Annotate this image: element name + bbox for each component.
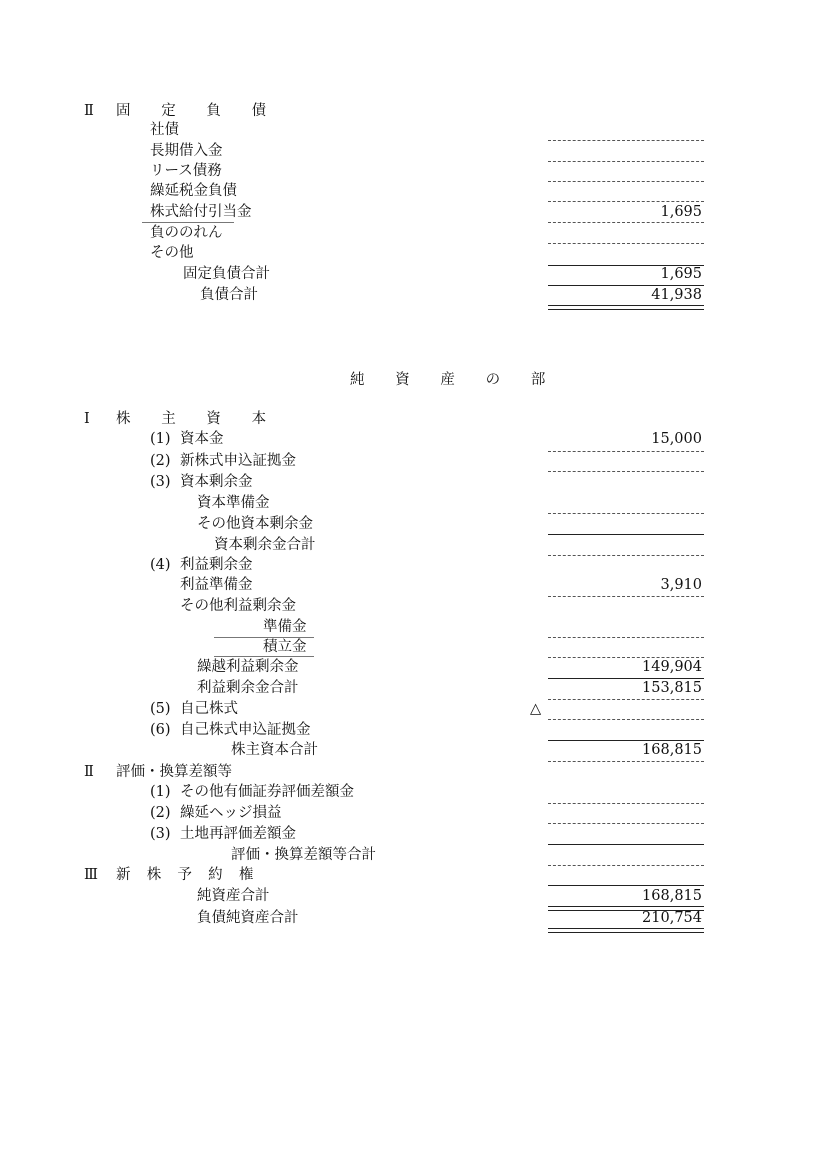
- value-legal-reserve: 3,910: [660, 577, 702, 593]
- section-number: Ⅲ: [84, 867, 98, 883]
- item-carried-forward: 繰越利益剰余金: [197, 659, 299, 675]
- item-legal-reserve: 利益準備金: [180, 577, 253, 593]
- value-stock-benefit-provision: 1,695: [660, 204, 702, 220]
- item-negative-goodwill: 負ののれん: [150, 225, 223, 241]
- item-capital-stock: 資本金: [180, 431, 224, 447]
- fixed-liabilities-total-label: 固定負債合計: [183, 266, 270, 282]
- amount-line: [548, 637, 704, 638]
- amount-line: [548, 719, 704, 720]
- section-heading-shareholders-equity: 株 主 資 本: [116, 411, 280, 427]
- grand-total-value: 210,754: [642, 910, 702, 926]
- item-other-retained-earnings: その他利益剰余金: [180, 598, 296, 614]
- item-securities-valuation: その他有価証券評価差額金: [180, 784, 354, 800]
- item-capital-surplus: 資本剰余金: [180, 474, 253, 490]
- double-rule: [548, 928, 704, 933]
- item-number: (3): [150, 826, 171, 842]
- negative-mark-triangle: △: [530, 701, 542, 717]
- net-assets-section-title: 純 資 産 の 部: [350, 372, 559, 388]
- amount-line: [548, 243, 704, 244]
- amount-line: [548, 451, 704, 452]
- section-number: Ⅰ: [84, 411, 90, 427]
- amount-line: [548, 555, 704, 556]
- item-number: (5): [150, 701, 171, 717]
- item-number: (1): [150, 431, 171, 447]
- item-capital-reserve: 資本準備金: [197, 495, 270, 511]
- item-other-capital-surplus: その他資本剰余金: [197, 516, 313, 532]
- item-new-shares-deposit: 新株式申込証拠金: [180, 453, 296, 469]
- item-deferred-hedge: 繰延ヘッジ損益: [180, 805, 282, 821]
- item-land-revaluation: 土地再評価差額金: [180, 826, 296, 842]
- amount-line: [548, 803, 704, 804]
- item-deferred-tax-liabilities: 繰延税金負債: [150, 183, 237, 199]
- item-number: (1): [150, 784, 171, 800]
- item-bonds: 社債: [150, 122, 179, 138]
- section-number: Ⅱ: [84, 103, 94, 119]
- double-rule: [548, 305, 704, 310]
- liabilities-total-label: 負債合計: [200, 287, 258, 303]
- amount-line: [548, 823, 704, 824]
- section-heading-warrants: 新 株 予 約 権: [116, 867, 260, 883]
- amount-line: [548, 222, 704, 223]
- subtotal-rule: [548, 844, 704, 845]
- value-carried-forward: 149,904: [642, 659, 702, 675]
- grand-total-label: 負債純資産合計: [197, 910, 299, 926]
- item-retained-earnings: 利益剰余金: [180, 557, 253, 573]
- item-number: (4): [150, 557, 171, 573]
- section-heading-valuation: 評価・換算差額等: [116, 764, 232, 780]
- item-long-term-loans: 長期借入金: [150, 143, 223, 159]
- amount-line: [548, 201, 704, 202]
- row-rule: [142, 222, 234, 223]
- amount-line: [548, 699, 704, 700]
- capital-surplus-total-label: 資本剰余金合計: [214, 537, 316, 553]
- valuation-total-label: 評価・換算差額等合計: [231, 847, 376, 863]
- section-heading-fixed-liabilities: 固 定 負 債: [116, 103, 280, 119]
- value-capital-stock: 15,000: [651, 431, 702, 447]
- item-number: (3): [150, 474, 171, 490]
- item-treasury-stock: 自己株式: [180, 701, 238, 717]
- item-number: (6): [150, 722, 171, 738]
- item-reserve-fund: 準備金: [263, 619, 307, 635]
- item-stock-benefit-provision: 株式給付引当金: [150, 204, 252, 220]
- item-number: (2): [150, 453, 171, 469]
- item-accumulated-fund: 積立金: [263, 639, 307, 655]
- net-assets-total-value: 168,815: [642, 888, 702, 904]
- subtotal-rule: [548, 885, 704, 886]
- amount-line: [548, 865, 704, 866]
- liabilities-total-value: 41,938: [651, 287, 702, 303]
- amount-line: [548, 471, 704, 472]
- item-treasury-stock-deposit: 自己株式申込証拠金: [180, 722, 311, 738]
- retained-earnings-total-value: 153,815: [642, 680, 702, 696]
- subtotal-rule: [548, 534, 704, 535]
- amount-line: [548, 181, 704, 182]
- item-other: その他: [150, 245, 194, 261]
- amount-line: [548, 513, 704, 514]
- fixed-liabilities-total-value: 1,695: [660, 266, 702, 282]
- amount-line: [548, 761, 704, 762]
- shareholders-equity-total-value: 168,815: [642, 742, 702, 758]
- row-rule: [214, 656, 314, 657]
- amount-line: [548, 596, 704, 597]
- section-number: Ⅱ: [84, 764, 94, 780]
- net-assets-total-label: 純資産合計: [197, 888, 270, 904]
- amount-line: [548, 140, 704, 141]
- item-lease-obligations: リース債務: [150, 163, 222, 179]
- item-number: (2): [150, 805, 171, 821]
- retained-earnings-total-label: 利益剰余金合計: [197, 680, 299, 696]
- shareholders-equity-total-label: 株主資本合計: [231, 742, 318, 758]
- amount-line: [548, 161, 704, 162]
